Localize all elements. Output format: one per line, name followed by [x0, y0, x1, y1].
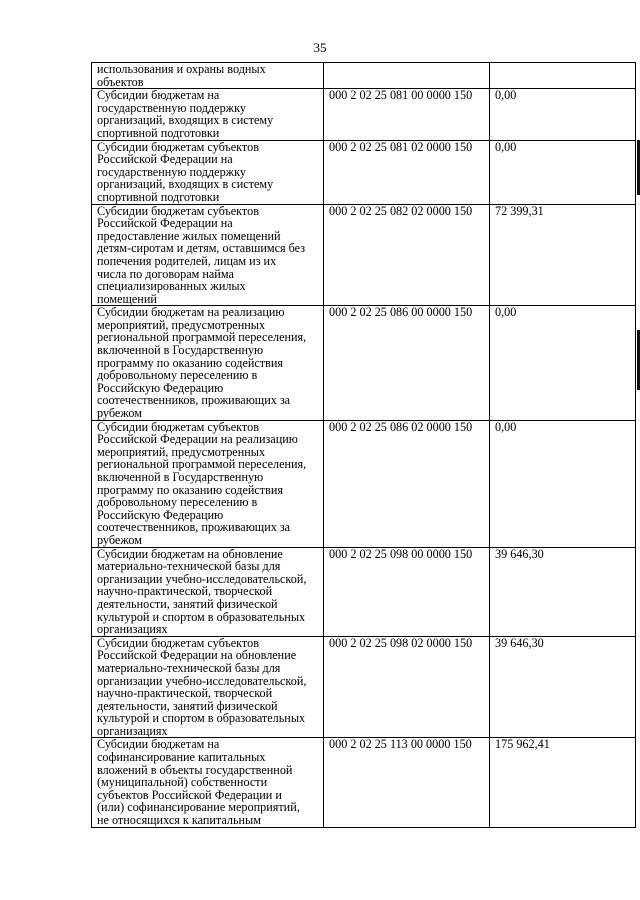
row-code: 000 2 02 25 113 00 0000 150 [329, 737, 472, 752]
row-name: Субсидии бюджетам на реализацию мероприятий, предусмотренных региональной программой переселения, включенной в Государственную программу по оказанию содействия добровольному переселению в Российскую Федерацию соотечественников, проживающих за рубежом [97, 305, 307, 421]
row-name-cell [92, 547, 324, 636]
table-row [92, 63, 636, 89]
table-row [92, 89, 636, 140]
row-amount-cell [490, 204, 636, 306]
row-name-cell [92, 204, 324, 306]
table-row [92, 306, 636, 420]
row-amount-cell [490, 547, 636, 636]
row-name: Субсидии бюджетам субъектов Российской Федерации на предоставление жилых помещений детям-сиротам и детям, оставшимся без попечения родителей, лицам из их числа по договорам найма специализированных жилых помещений [97, 203, 306, 306]
row-name-cell [92, 636, 324, 738]
row-amount: 39 646,30 [495, 635, 544, 650]
row-name-cell [92, 63, 324, 89]
row-code-cell [324, 204, 490, 306]
row-code-cell [324, 636, 490, 738]
table-row [92, 204, 636, 306]
row-name-cell [92, 140, 324, 204]
row-code-cell [324, 63, 490, 89]
row-name: Субсидии бюджетам субъектов Российской Федерации на обновление материально-технической базы для организации учебно-исследовательской, научно-практической, творческой деятельности, занятий физической культурой и спортом в образовательных организациях [97, 635, 307, 738]
row-amount: 0,00 [495, 88, 517, 103]
row-amount-cell [490, 89, 636, 140]
table-row [92, 420, 636, 547]
table-row [92, 738, 636, 827]
page-number: 35 [313, 40, 327, 55]
table-row [92, 547, 636, 636]
row-amount-cell [490, 140, 636, 204]
row-code-cell [324, 547, 490, 636]
row-amount-cell [490, 738, 636, 827]
row-code-cell [324, 738, 490, 827]
row-code-cell [324, 420, 490, 547]
row-amount-cell [490, 63, 636, 89]
row-code-cell [324, 89, 490, 140]
budget-table [91, 62, 636, 828]
row-name: Субсидии бюджетам на софинансирование капитальных вложений в объекты государственной (муниципальной) собственности субъектов Российской Федерации и (или) софинансирование мероприятий, не относящихся к капитальным [97, 737, 300, 828]
row-code-cell [324, 140, 490, 204]
row-code: 000 2 02 25 086 00 0000 150 [329, 305, 473, 320]
row-amount: 0,00 [495, 419, 517, 434]
row-amount-cell [490, 306, 636, 420]
row-name-cell [92, 89, 324, 140]
row-code: 000 2 02 25 086 02 0000 150 [329, 419, 473, 434]
row-code: 000 2 02 25 082 02 0000 150 [329, 203, 473, 218]
row-amount: 72 399,31 [495, 203, 544, 218]
row-name-cell [92, 420, 324, 547]
row-amount: 39 646,30 [495, 546, 544, 561]
table-row [92, 140, 636, 204]
row-name: Субсидии бюджетам субъектов Российской Федерации на государственную поддержку организаций, входящих в систему спортивной подготовки [97, 139, 274, 204]
row-amount-cell [490, 420, 636, 547]
row-name-cell [92, 306, 324, 420]
row-name: Субсидии бюджетам субъектов Российской Федерации на реализацию мероприятий, предусмотренных региональной программой переселения, включенной в Государственную программу по оказанию содействия добровольному переселению в Российскую Федерацию соотечественников, проживающих за рубежом [97, 419, 307, 547]
row-amount: 0,00 [495, 305, 517, 320]
row-code: 000 2 02 25 098 02 0000 150 [329, 635, 473, 650]
row-name: Субсидии бюджетам на обновление материально-технической базы для организации учебно-исследовательской, научно-практической, творческой деятельности, занятий физической культурой и спортом в образовательных организациях [97, 546, 307, 637]
row-name: использования и охраны водных объектов [97, 62, 266, 89]
row-amount-cell [490, 636, 636, 738]
row-name-cell [92, 738, 324, 827]
row-amount: 175 962,41 [495, 737, 550, 752]
row-name: Субсидии бюджетам на государственную поддержку организаций, входящих в систему спортивной подготовки [97, 88, 274, 140]
row-code: 000 2 02 25 081 02 0000 150 [329, 139, 473, 154]
row-code-cell [324, 306, 490, 420]
row-amount: 0,00 [495, 139, 517, 154]
table-row [92, 636, 636, 738]
row-code: 000 2 02 25 098 00 0000 150 [329, 546, 473, 561]
row-code: 000 2 02 25 081 00 0000 150 [329, 88, 473, 103]
